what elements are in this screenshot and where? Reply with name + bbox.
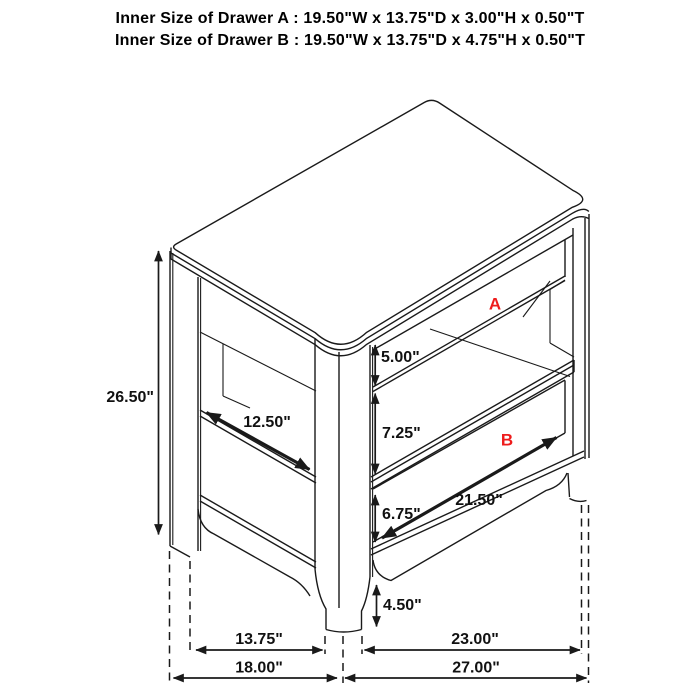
tabletop-edge-line-1	[171, 209, 589, 349]
side-rail-top-1	[200, 495, 316, 562]
dim-drawer-b-height-label: 6.75"	[382, 506, 421, 523]
dim-drawer-b-width-label: 21.50"	[455, 492, 503, 509]
tabletop-edge-line-2	[171, 217, 589, 356]
left-leg-foot	[170, 546, 190, 557]
side-opening-top-edge	[200, 332, 316, 391]
drawer-a-label: A	[488, 294, 502, 314]
drawer-a-bottom-edge	[373, 276, 565, 387]
front-leg-left-taper	[315, 569, 326, 630]
drawer-b-label: B	[500, 430, 514, 450]
dim-height-label: 26.50"	[106, 389, 154, 406]
right-leg-inner-edge	[568, 473, 570, 497]
tabletop	[171, 100, 589, 355]
interior-wall-floor-edge	[550, 343, 574, 357]
right-leg-foot	[570, 499, 587, 502]
side-rail-top-2	[200, 501, 316, 568]
dim-line-drawer-b-width	[382, 438, 557, 539]
dim-drawer-a-height-label: 5.00"	[381, 349, 420, 366]
tabletop-outline	[174, 100, 583, 344]
front-leg-foot	[326, 630, 362, 633]
interior-detail-1	[523, 281, 550, 317]
dim-side-inner-width-label: 13.75"	[235, 631, 283, 648]
drawer-a-bottom-edge-2	[373, 281, 565, 392]
cabinet-front-face	[315, 214, 589, 608]
shelf-front-edge-1	[371, 360, 574, 477]
drawer-a-size-text: Inner Size of Drawer A : 19.50"W x 13.75"D x 3.00"H x 0.50"T	[115, 10, 585, 27]
front-leg-right-taper	[362, 577, 371, 630]
projection-lines	[170, 505, 589, 683]
dimension-annotations	[106, 251, 586, 678]
side-apron-bottom	[198, 509, 310, 596]
drawer-b-size-text: Inner Size of Drawer B : 19.50"W x 13.75"D x 4.75"H x 0.50"T	[114, 32, 586, 49]
interior-wall-top	[550, 280, 565, 290]
dim-open-shelf-height-label: 7.25"	[382, 425, 421, 442]
dim-front-inner-width-label: 23.00"	[451, 631, 499, 648]
side-interior-floor-edge	[223, 396, 250, 408]
dim-width-label: 27.00"	[452, 659, 500, 677]
interior-detail-2	[430, 329, 570, 377]
dim-depth-label: 18.00"	[235, 659, 283, 677]
shelf-front-edge-2	[371, 365, 574, 482]
dim-leg-clearance-label: 4.50"	[383, 597, 422, 614]
dim-shelf-depth-label: 12.50"	[243, 414, 291, 431]
front-leg	[315, 569, 370, 632]
